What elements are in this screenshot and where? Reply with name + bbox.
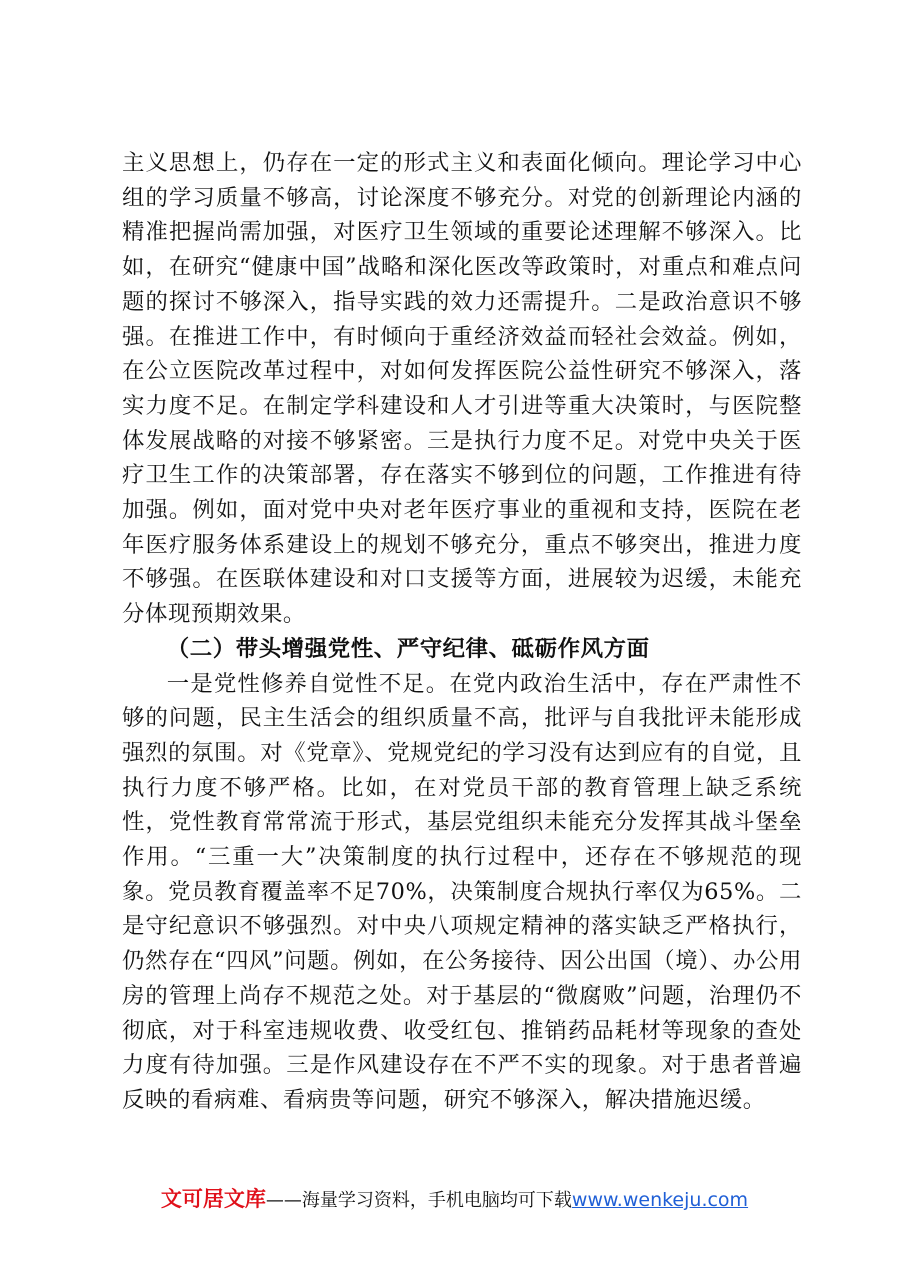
document-body [122, 146, 802, 1118]
footer-website-link[interactable]: www.wenkeju.com [571, 1189, 749, 1211]
paragraph-continuation: 主义思想上，仍存在一定的形式主义和表面化倾向。理论学习中心组的学习质量不够高，讨论深度不够充分。对党的创新理论内涵的精准把握尚需加强，对医疗卫生领域的重要论述理解不够深入。比如，在研究“健康中国”战略和深化医改等政策时，对重点和难点问题的探讨不够深入，指导实践的效力还需提升。二是政治意识不够强。在推进工作中，有时倾向于重经济效益而轻社会效益。例如，在公立医院改革过程中，对如何发挥医院公益性研究不够深入，落实力度不足。在制定学科建设和人才引进等重大决策时，与医院整体发展战略的对接不够紧密。三是执行力度不足。对党中央关于医疗卫生工作的决策部署，存在落实不够到位的问题，工作推进有待加强。例如，面对党中央对老年医疗事业的重视和支持，医院在老年医疗服务体系建设上的规划不够充分，重点不够突出，推进力度不够强。在医联体建设和对口支援等方面，进展较为迟缓，未能充分体现预期效果。 [122, 150, 802, 628]
footer-brand: 文可居文库 [160, 1187, 266, 1211]
section-heading: （二）带头增强党性、严守纪律、砥砺作风方面 [166, 635, 650, 662]
footer-slogan: ——海量学习资料，手机电脑均可下载 [265, 1190, 572, 1211]
footer-banner [0, 1183, 909, 1213]
paragraph-party-discipline: 一是党性修养自觉性不足。在党内政治生活中，存在严肃性不够的问题，民主生活会的组织质量不高，批评与自我批评未能形成强烈的氛围。对《党章》、党规党纪的学习没有达到应有的自觉，且执行力度不够严格。比如，在对党员干部的教育管理上缺乏系统性，党性教育常常流于形式，基层党组织未能充分发挥其战斗堡垒作用。“三重一大”决策制度的执行过程中，还存在不够规范的现象。党员教育覆盖率不足70%，决策制度合规执行率仅为65%。二是守纪意识不够强烈。对中央八项规定精神的落实缺乏严格执行，仍然存在“四风”问题。例如，在公务接待、因公出国（境）、办公用房的管理上尚存不规范之处。对于基层的“微腐败”问题，治理仍不彻底，对于科室违规收费、收受红包、推销药品耗材等现象的查处力度有待加强。三是作风建设存在不严不实的现象。对于患者普遍反映的看病难、看病贵等问题，研究不够深入，解决措施迟缓。 [122, 670, 802, 1113]
